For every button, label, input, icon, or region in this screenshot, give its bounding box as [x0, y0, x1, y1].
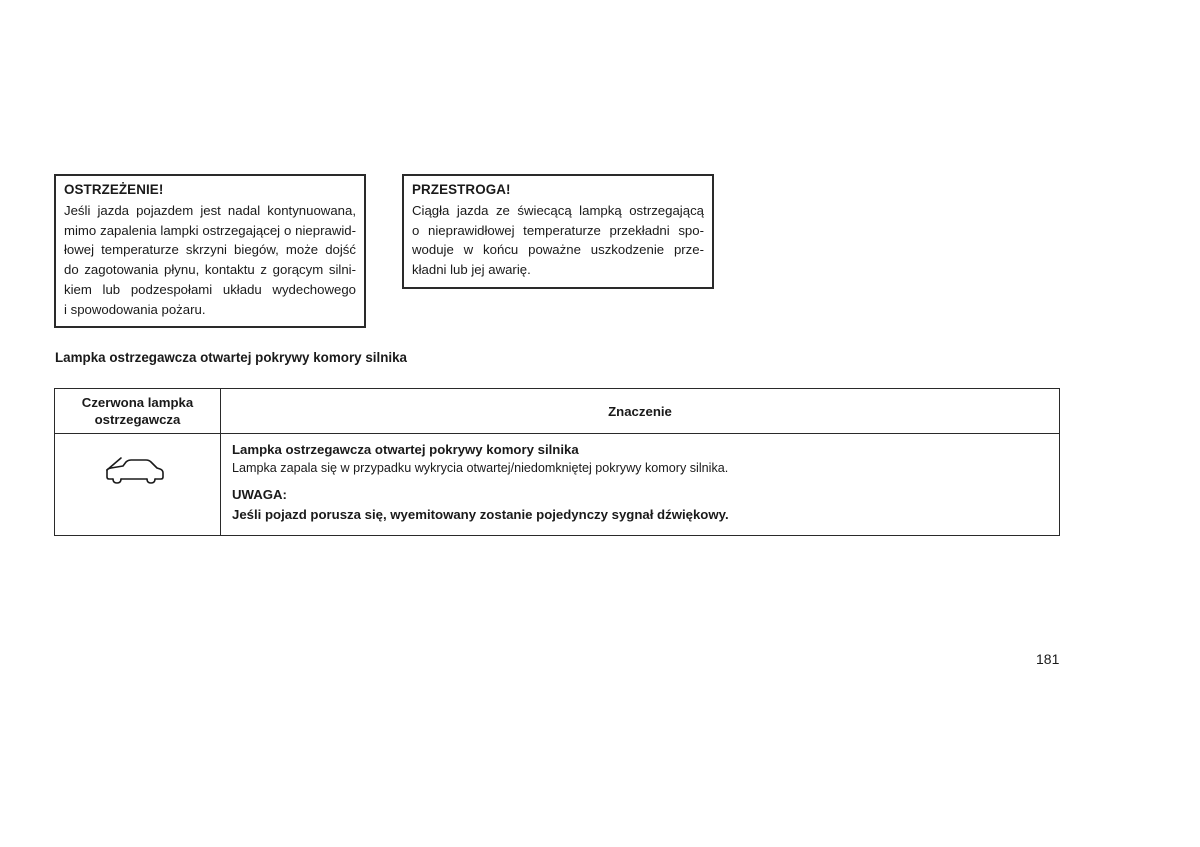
note-label: UWAGA:	[232, 487, 287, 502]
warning-box	[54, 174, 366, 328]
row-title: Lampka ostrzegawcza otwartej pokrywy komory silnika	[232, 442, 579, 457]
header-meaning: Znaczenie	[608, 403, 672, 419]
table-row-icon-cell	[55, 434, 220, 535]
header-warning-light	[55, 389, 220, 433]
caution-line: Ciągła jazda ze świecącą lampką ostrzegającą	[412, 202, 704, 218]
table-header	[55, 389, 1059, 434]
warning-line: i spowodowania pożaru.	[64, 301, 206, 317]
open-hood-icon	[103, 456, 167, 486]
table-row-meaning-cell	[232, 441, 1049, 524]
warning-line: łowej temperaturze skrzyni biegów, może dojść	[64, 242, 356, 258]
warning-line: do zagotowania płynu, kontaktu z gorącym silni-	[64, 262, 356, 278]
warning-line: mimo zapalenia lampki ostrzegającej o nieprawid-	[64, 222, 356, 238]
section-heading: Lampka ostrzegawcza otwartej pokrywy komory silnika	[55, 350, 408, 365]
caution-line: o nieprawidłowej temperaturze przekładni spo-	[412, 222, 704, 238]
warning-title: OSTRZEŻENIE!	[64, 182, 164, 197]
warning-line: Jeśli jazda pojazdem jest nadal kontynuowana,	[64, 202, 356, 218]
caution-line: kładni lub jej awarię.	[412, 262, 531, 278]
header-warning-light-line2: ostrzegawcza	[94, 412, 181, 427]
caution-line: woduje w końcu poważne uszkodzenie prze-	[412, 242, 704, 258]
page-number: 181	[1036, 651, 1060, 667]
caution-title: PRZESTROGA!	[412, 182, 511, 197]
header-warning-light-line1: Czerwona lampka	[81, 395, 194, 410]
note-text: Jeśli pojazd porusza się, wyemitowany zostanie pojedynczy sygnał dźwiękowy.	[232, 507, 729, 522]
caution-box	[402, 174, 714, 289]
row-description: Lampka zapala się w przypadku wykrycia otwartej/niedomkniętej pokrywy komory silnika.	[232, 461, 729, 475]
warning-light-table	[54, 388, 1060, 536]
warning-line: kiem lub podzespołami układu wydechowego	[64, 281, 356, 297]
